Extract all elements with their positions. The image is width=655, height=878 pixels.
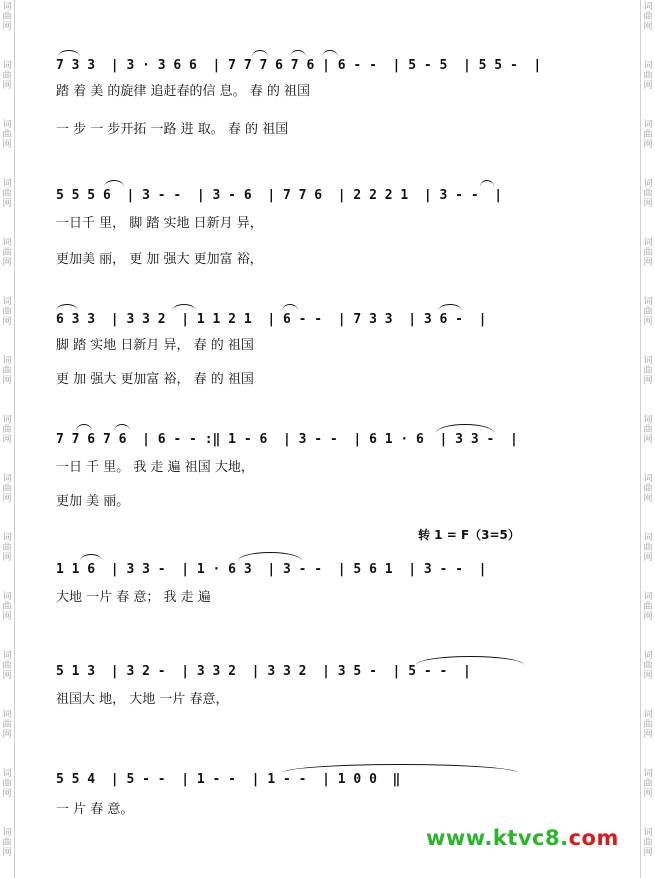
- lyric-line-1a: 踏 着 美 的旋律 追赶春的信 息。 春 的 祖国: [56, 84, 311, 99]
- slur-mark: [172, 304, 196, 311]
- lyric-line-5: 大地 一片 春 意； 我 走 遍: [56, 590, 211, 605]
- slur-mark: [56, 304, 78, 311]
- slur-mark: [290, 50, 306, 57]
- watermark-text: 词 曲 网: [643, 2, 653, 32]
- watermark-text: 词 曲 网: [643, 356, 653, 386]
- watermark-text: 词 曲 网: [643, 297, 653, 327]
- slur-mark: [252, 50, 268, 57]
- slur-mark: [480, 180, 494, 187]
- watermark-text: 词 曲 网: [2, 2, 12, 32]
- watermark-text: 词 曲 网: [2, 120, 12, 150]
- watermark-text: 词 曲 网: [643, 120, 653, 150]
- watermark-text: 词 曲 网: [2, 592, 12, 622]
- notation-line-2: 5 5 5 6 | 3 - - | 3 - 6 | 7 7 6 | 2 2 2 1 | 3 - - |: [56, 188, 503, 203]
- slur-mark: [438, 304, 462, 311]
- watermark-text: 词 曲 网: [2, 238, 12, 268]
- watermark-text: 词 曲 网: [643, 769, 653, 799]
- watermark-text: 词 曲 网: [643, 592, 653, 622]
- watermark-text: 词 曲 网: [2, 179, 12, 209]
- watermark-text: 词 曲 网: [643, 179, 653, 209]
- watermark-text: 词 曲 网: [2, 415, 12, 445]
- watermark-text: 词 曲 网: [2, 651, 12, 681]
- lyric-line-7: 一 片 春 意。: [56, 802, 134, 817]
- slur-mark: [80, 554, 102, 561]
- lyric-line-3a: 脚 踏 实地 日新月 异， 春 的 祖国: [56, 338, 254, 353]
- slur-mark: [238, 552, 302, 561]
- watermark-text: 词 曲 网: [643, 710, 653, 740]
- watermark-text: 词 曲 网: [2, 474, 12, 504]
- watermark-text: 词 曲 网: [643, 238, 653, 268]
- lyric-line-2a: 一日千 里， 脚 踏 实地 日新月 异，: [56, 216, 263, 231]
- watermark-text: 词 曲 网: [2, 297, 12, 327]
- notation-line-3: 6 3 3 | 3 3 2 | 1 1 2 1 | 6 - - | 7 3 3 | 3 6 - |: [56, 312, 487, 327]
- watermark-text: 词 曲 网: [643, 474, 653, 504]
- watermark-text: 词 曲 网: [643, 61, 653, 91]
- slur-mark: [76, 424, 92, 431]
- watermark-text: 词 曲 网: [643, 828, 653, 858]
- watermark-text: 词 曲 网: [643, 533, 653, 563]
- slur-mark: [58, 50, 80, 57]
- notation-line-6: 5 1 3 | 3 2 - | 3 3 2 | 3 3 2 | 3 5 - | 5 - - |: [56, 664, 471, 679]
- watermark-text: 词 曲 网: [2, 533, 12, 563]
- notation-line-4: 7 7 6 7 6 | 6 - - :‖ 1 - 6 | 3 - - | 6 1 · 6 | 3 3 - |: [56, 432, 518, 447]
- lyric-line-4b: 更加 美 丽。: [56, 494, 130, 509]
- slur-mark: [104, 180, 124, 187]
- lyric-line-4a: 一日 千 里。 我 走 遍 祖国 大地，: [56, 460, 254, 475]
- lyric-line-1b: 一 步 一 步开拓 一路 进 取。 春 的 祖国: [56, 122, 289, 137]
- watermark-text: 词 曲 网: [643, 651, 653, 681]
- slur-mark: [416, 656, 524, 665]
- slur-mark: [322, 50, 338, 57]
- watermark-text: 词 曲 网: [2, 61, 12, 91]
- watermark-text: 词 曲 网: [2, 769, 12, 799]
- watermark-text: 词 曲 网: [643, 415, 653, 445]
- site-logo-text: www.ktvc8.com: [426, 826, 619, 850]
- slur-mark: [114, 424, 130, 431]
- lyric-line-6: 祖国大 地， 大地 一片 春意，: [56, 692, 229, 707]
- slur-mark: [282, 764, 518, 773]
- lyric-line-3b: 更 加 强大 更加富 裕， 春 的 祖国: [56, 372, 254, 387]
- notation-line-1: 7 3 3 | 3 · 3 6 6 | 7 7 7 6 7 6 | 6 - - | 5 - 5 | 5 5 - |: [56, 58, 542, 73]
- watermark-text: 词 曲 网: [2, 828, 12, 858]
- watermark-text: 词 曲 网: [2, 710, 12, 740]
- key-change-marking: 转 1 = F（3=5）: [418, 528, 520, 542]
- slur-mark: [436, 424, 494, 433]
- notation-line-5: 1 1 6 | 3 3 - | 1 · 6 3 | 3 - - | 5 6 1 | 3 - - |: [56, 562, 487, 577]
- lyric-line-2b: 更加美 丽， 更 加 强大 更加富 裕，: [56, 252, 263, 267]
- notation-line-7: 5 5 4 | 5 - - | 1 - - | 1 - - | 1 0 0 ‖: [56, 772, 401, 787]
- watermark-text: 词 曲 网: [2, 356, 12, 386]
- slur-mark: [282, 304, 298, 311]
